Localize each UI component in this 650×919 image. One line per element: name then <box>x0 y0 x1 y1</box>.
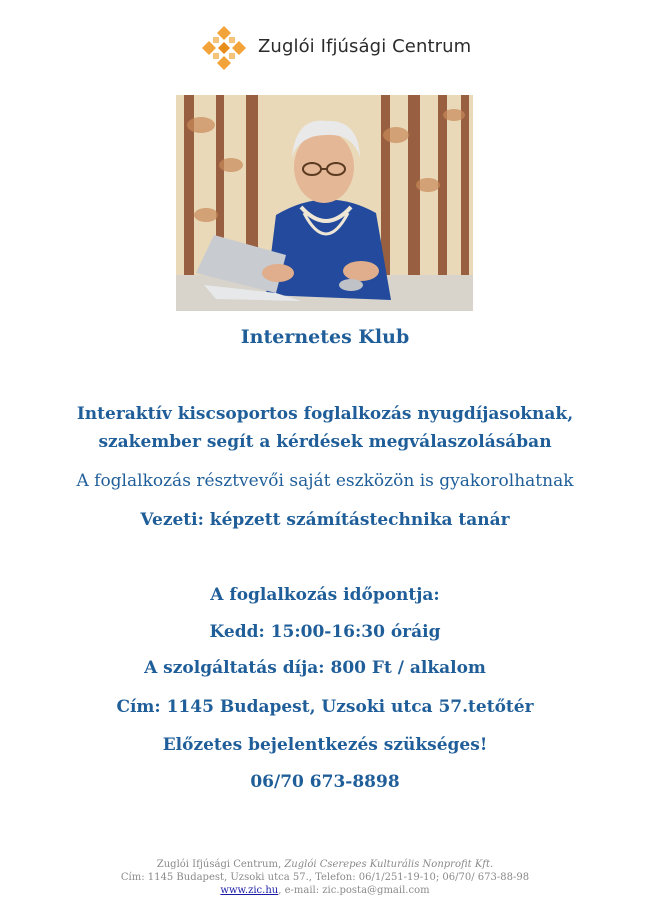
footer-contact-line <box>0 884 650 897</box>
footer-org-line <box>0 858 650 871</box>
footer-org: Zuglói Ifjúsági Centrum, <box>156 859 282 870</box>
leader-text: Vezeti: képzett számítástechnika tanár <box>140 510 510 530</box>
footer-company: Zuglói Cserepes Kulturális Nonprofit Kft. <box>284 859 494 870</box>
footer-email: , e-mail: zic.posta@gmail.com <box>278 885 430 896</box>
org-name: Zuglói Ifjúsági Centrum <box>258 36 472 57</box>
registration-note: Előzetes bejelentkezés szükséges! <box>162 735 488 755</box>
senior-woman-laptop-image <box>176 95 473 311</box>
website-link[interactable]: www.zic.hu <box>220 885 279 896</box>
fee-text: A szolgáltatás díja: 800 Ft / alkalom <box>144 658 486 678</box>
logo <box>200 24 472 72</box>
page-title: Internetes Klub <box>240 326 410 348</box>
session-time: Kedd: 15:00-16:30 óráig <box>209 622 441 642</box>
hero-photo <box>176 95 473 311</box>
intro-line-3: A foglalkozás résztvevői saját eszközön is gyakorolhatnak <box>76 471 574 491</box>
footer-address-line: Cím: 1145 Budapest, Uzsoki utca 57., Telefon: 06/1/251-19-10; 06/70/ 673-88-98 <box>120 872 530 883</box>
address-text: Cím: 1145 Budapest, Uzsoki utca 57.tetőtér <box>116 697 534 717</box>
phone-number: 06/70 673-8898 <box>250 772 400 792</box>
time-heading: A foglalkozás időpontja: <box>210 585 440 605</box>
org-logo-icon <box>200 24 248 72</box>
intro-line-1: Interaktív kiscsoportos foglalkozás nyugdíjasoknak, <box>76 404 574 424</box>
intro-line-2: szakember segít a kérdések megválaszolásában <box>98 432 552 452</box>
